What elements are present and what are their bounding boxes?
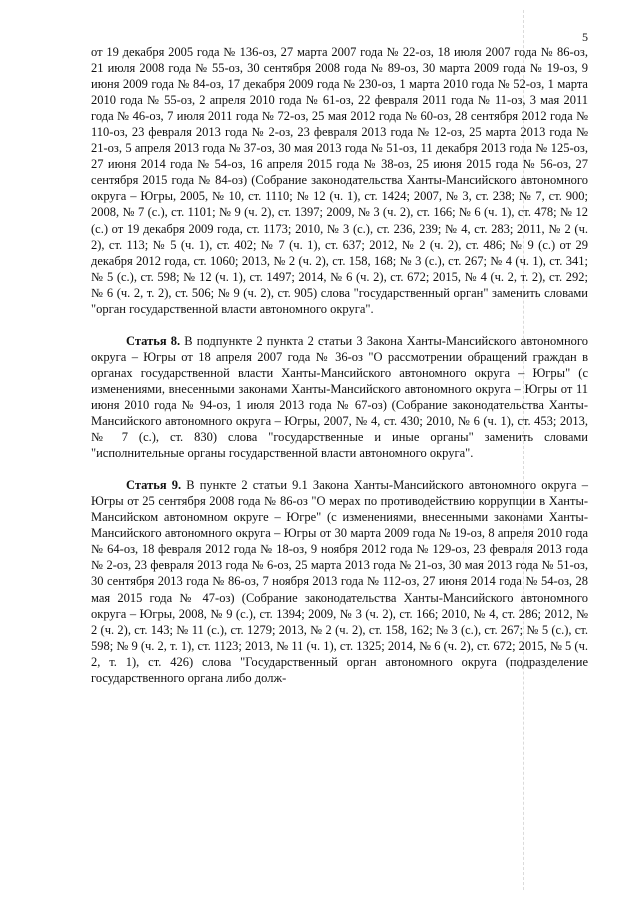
article-8-heading: Статья 8. — [126, 333, 181, 348]
paragraph-text: от 19 декабря 2005 года № 136-оз, 27 марта 2007 года № 22-оз, 18 июля 2007 года № 86-оз, 21 июля 2008 года № 55-оз, 30 сентября 2008 года № 89-оз, 30 марта 2009 года № 19-оз, 9 июня 2009 года № 84-оз, 17 декабря 2009 года № 230-оз, 1 марта 2010 года № 52-оз, 1 марта 2010 года № 55-оз, 2 апреля 2010 года № 61-оз, 22 февраля 2011 года № 11-оз, 3 мая 2011 года № 46-оз, 7 июля 2011 года № 72-оз, 25 мая 2012 года № 60-оз, 28 сентября 2012 года № 110-оз, 23 февраля 2013 года № 2-оз, 23 февраля 2013 года № 12-оз, 25 марта 2013 года № 21-оз, 5 апреля 2013 года № 37-оз, 30 мая 2013 года № 51-оз, 11 декабря 2013 года № 125-оз, 27 июня 2014 года № 54-оз, 16 апреля 2015 года № 38-оз, 25 июня 2015 года № 56-оз, 27 сентября 2015 года № 84-оз) (Собрание законодательства Ханты-Мансийского автономного округа – Югры, 2005, № 10, ст. 1110; № 12 (ч. 1), ст. 1424; 2007, № 3, ст. 238; № 7, ст. 900; 2008, № 7 (с.), ст. 1101; № 9 (ч. 2), ст. 1397; 2009, № 3 (ч. 2), ст. 166; № 6 (ч. 1), ст. 478; № 12 (с.) от 19 декабря 2009 года, ст. 1173; 2010, № 3 (с.), ст. 236, 239; № 4, ст. 283; 2011, № 2 (ч. 2), ст. 113; № 5 (ч. 1), ст. 402; № 7 (ч. 1), ст. 637; 2012, № 2 (ч. 2), ст. 486; № 9 (с.) от 29 декабря 2012 года, ст. 1060; 2013, № 2 (ч. 2), ст. 158, 168; № 3 (с.), ст. 267; № 4 (ч. 1), ст. 341; № 5 (с.), ст. 598; № 12 (ч. 1), ст. 1497; 2014, № 6 (ч. 2), ст. 672; 2015, № 4 (ч. 2, т. 2), ст. 292; № 6 (ч. 2, т. 2), ст. 506; № 9 (ч. 2), ст. 905) слова "государственный орган" заменить словами "орган государственной власти автономного округа". — [91, 45, 588, 316]
article-9-heading: Статья 9. — [126, 478, 182, 493]
document-body — [91, 44, 588, 686]
page-number: 5 — [582, 30, 588, 44]
article-9-text: В пункте 2 статьи 9.1 Закона Ханты-Мансийского автономного округа – Югры от 25 сентября 2008 года № 86-оз "О мерах по противодействию коррупции в Ханты-Мансийском автономном округе – Югре" (с изменениями, внесенными законами Ханты-Мансийского автономного округа – Югры от 30 марта 2009 года № 19-оз, 8 апреля 2010 года № 64-оз, 18 февраля 2012 года № 18-оз, 9 ноября 2012 года № 129-оз, 23 февраля 2013 года № 2-оз, 23 февраля 2013 года № 6-оз, 25 марта 2013 года № 21-оз, 30 мая 2013 года № 51-оз, 30 сентября 2013 года № 86-оз, 7 ноября 2013 года № 112-оз, 27 июня 2014 года № 54-оз, 28 мая 2015 года № 47-оз) (Собрание законодательства Ханты-Мансийского автономного округа – Югры, 2008, № 9 (с.), ст. 1394; 2009, № 3 (ч. 2), ст. 166; 2010, № 4, ст. 286; 2012, № 2 (ч. 2), ст. 143; № 11 (с.), ст. 1279; 2013, № 2 (ч. 2), ст. 158, 162; № 3 (с.), ст. 267; № 5 (с.), ст. 598; № 9 (ч. 2, т. 1), ст. 1123; 2013, № 11 (ч. 1), ст. 1325; 2014, № 6 (ч. 2), ст. 672; 2015, № 5 (ч. 2, т. 1), ст. 426) слова "Государственный орган автономного округа (подразделение государственного органа либо долж- — [91, 478, 588, 685]
article-8-text: В подпункте 2 пункта 2 статьи 3 Закона Ханты-Мансийского автономного округа – Югры от 18 апреля 2007 года № 36-оз "О рассмотрении обращений граждан в органах государственной власти Ханты-Мансийского автономного округа – Югры" (с изменениями, внесенными законами Ханты-Мансийского автономного округа – Югры от 11 июня 2010 года № 94-оз, 1 июля 2013 года № 67-оз) (Собрание законодательства Ханты-Мансийского автономного округа – Югры, 2007, № 4, ст. 430; 2010, № 6 (ч. 1), ст. 453; 2013, № 7 (с.), ст. 830) слова "государственные и иные органы" заменить словами "исполнительные органы государственной власти автономного округа". — [91, 333, 588, 461]
article-9 — [91, 477, 588, 686]
article-8 — [91, 333, 588, 461]
paragraph-gap — [91, 317, 588, 333]
paragraph-continuation — [91, 44, 588, 317]
paragraph-gap — [91, 461, 588, 477]
